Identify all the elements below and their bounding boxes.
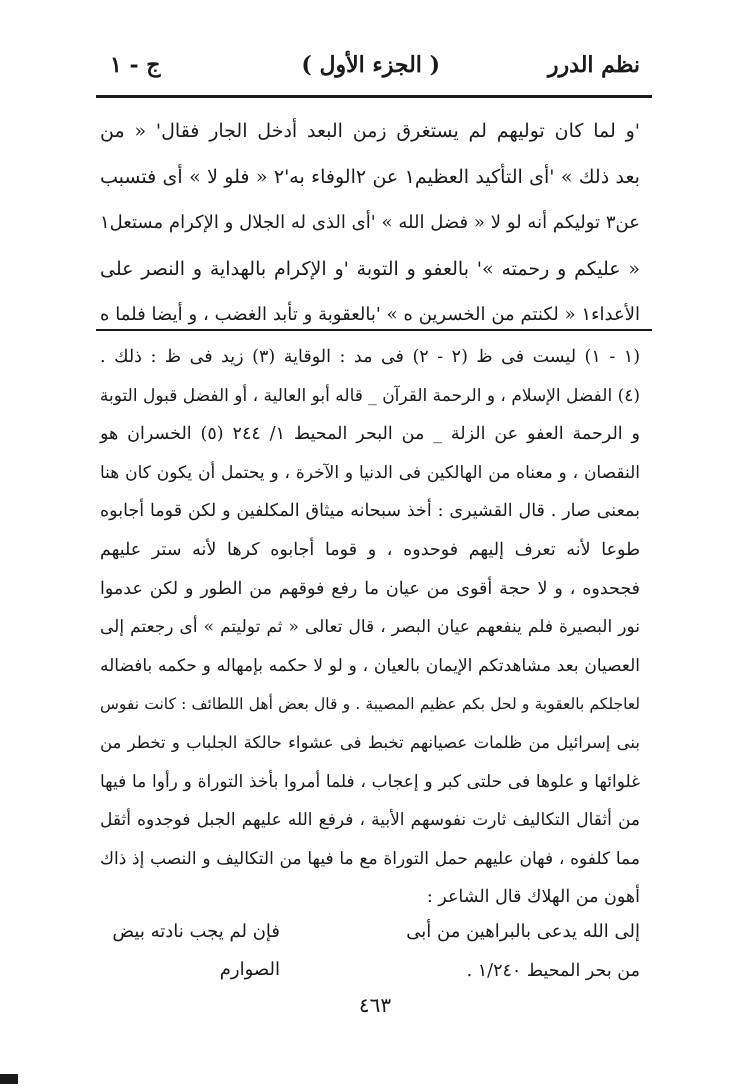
running-header [100, 52, 640, 96]
book-title: نظم الدرر [547, 52, 640, 78]
footnote-line: طوعا لأنه تعرف إليهم فوحدوه ، و قوما أجابوه كرها لأنه ستر عليهم [100, 539, 640, 560]
footnote-line: مما كلفوه ، فهان عليهم حمل التوراة مع ما فيها من التكاليف و النصب إذ ذاك [100, 848, 640, 869]
footnote-line: غلوائها و علوها فى حلتى كبر و إعجاب ، فلما أمروا بأخذ التوراة و رأوا ما فيها [100, 771, 640, 792]
main-line: عن٣ توليكم أنه لو لا « فضل الله » 'أى الذى له الجلال و الإكرام مستعل١ [100, 212, 640, 233]
header-rule [96, 95, 652, 98]
footnote-line: العصيان بعد مشاهدتكم الإيمان بالعيان ، و لو لا حكمه بإمهاله و حكمه بافضاله [100, 655, 640, 676]
source-reference: من بحر المحيط ١/٢٤٠ . [466, 961, 640, 981]
footnotes [100, 338, 640, 917]
footnote-line: أهون من الهلاك قال الشاعر : [426, 887, 640, 908]
footnote-line: و الرحمة العفو عن الزلة _ من البحر المحيط ١/ ٢٤٤ (٥) الخسران هو [100, 424, 640, 445]
page-number: ٤٦٣ [358, 993, 392, 1017]
footnote-line: بمعنى صار . قال القشيرى : أخذ سبحانه ميثاق المكلفين و لكن قوما أجابوه [100, 501, 640, 522]
verse-second-hemistich: فإن لم يجب نادته بيض الصوارم [112, 921, 280, 980]
footnote-line: من أثقال التكاليف ثارت نفوسهم الأبية ، فرفع الله عليهم الجبل فوجدوه أثقل [100, 810, 640, 831]
footnote-line: فجحدوه ، و لا حجة أقوى من عيان ما رفع فوقهم من الطور و لكن عدموا [100, 578, 640, 599]
footnote-separator [96, 329, 652, 331]
footnote-line: نور البصيرة فلم ينفعهم عيان البصر ، قال تعالى « ثم توليتم » أى رجعتم إلى [100, 617, 640, 638]
volume-label: ج - ١ [110, 52, 161, 78]
main-text [100, 108, 640, 338]
footnote-line: لعاجلكم بالعقوبة و لحل بكم عظيم المصيبة . و قال بعض أهل اللطائف : كانت نفوس [100, 695, 640, 714]
footnote-line: (٤) الفضل الإسلام ، و الرحمة القرآن _ قاله أبو العالية ، أو الفضل قبول التوبة [99, 385, 640, 406]
main-line: « عليكم و رحمته »' بالعفو و التوبة 'و الإكرام بالهداية و النصر على [100, 258, 640, 280]
main-line: 'و لما كان توليهم لم يستغرق زمن البعد أدخل الجار فقال' « من [100, 120, 640, 142]
part-label: ( الجزء الأول ) [301, 52, 440, 78]
main-line: الأعداء١ « لكنتم من الخسرين ه » 'بالعقوبة و تأبد الغضب ، و أيضا فلما ه [100, 304, 640, 325]
verse-first-hemistich: إلى الله يدعى بالبراهين من أبى [406, 921, 640, 942]
footnote-line: النقصان ، و معناه من الهالكين فى الدنيا و الآخرة ، و يحتمل أن يكون كان هنا [100, 462, 640, 483]
scan-edge-mark [0, 1074, 18, 1084]
main-line: بعد ذلك » 'أى التأكيد العظيم١ عن ٢الوفاء به'٢ « فلو لا » أى فتسبب [100, 166, 640, 188]
footnote-line: (١ - ١) ليست فى ظ (٢ - ٢) فى مد : الوقاية (٣) زيد فى ظ : ذلك . [100, 347, 641, 367]
footnote-line: بنى إسرائيل من ظلمات عصيانهم تخبط فى عشواء حالكة الجلباب و تخطر من [100, 732, 640, 752]
